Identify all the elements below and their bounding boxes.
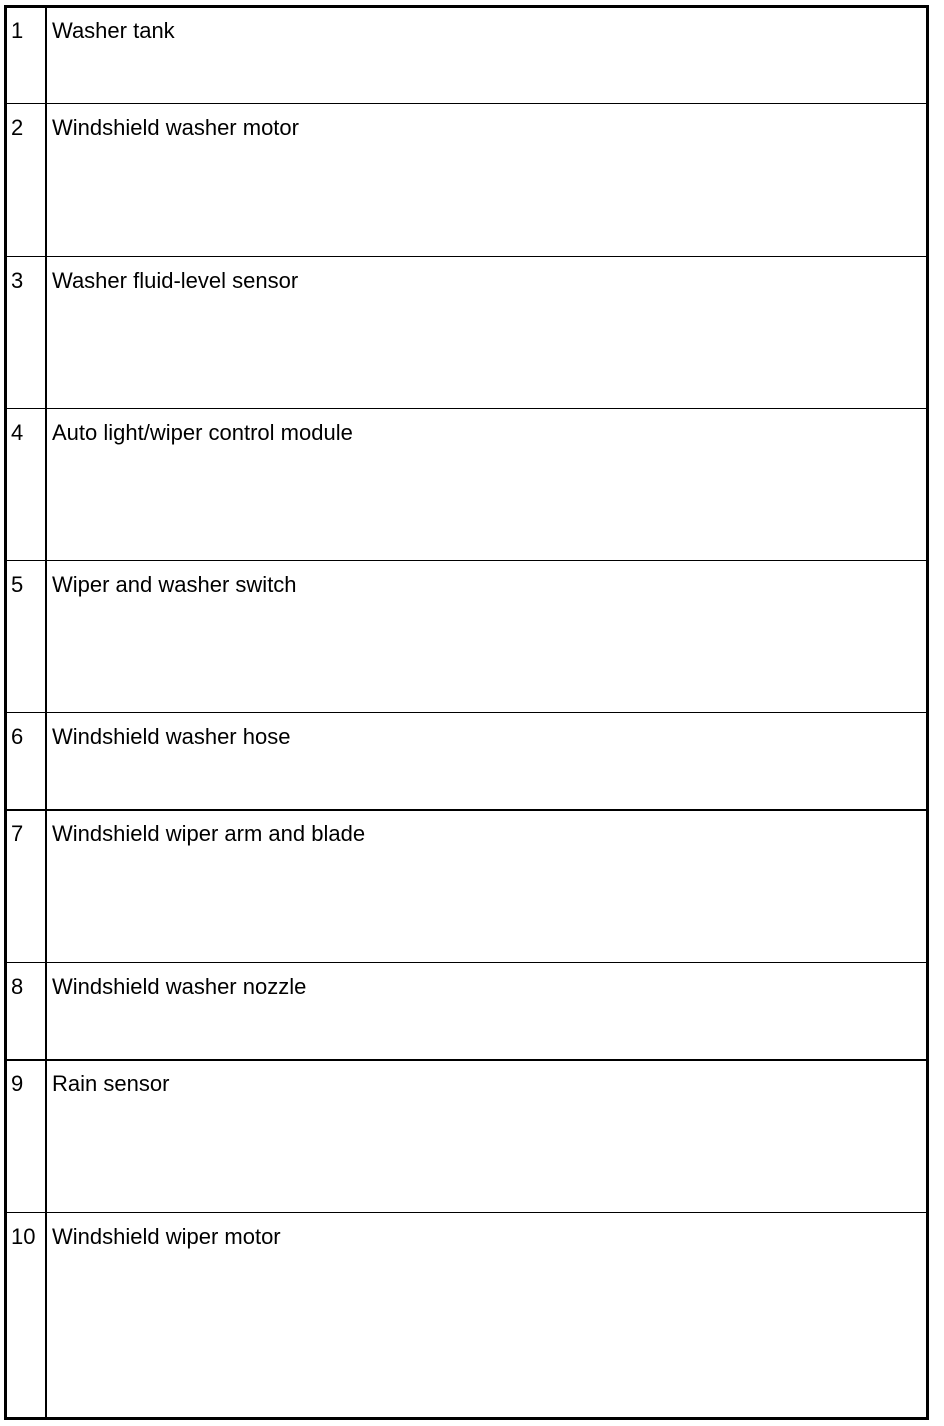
item-description: Windshield washer nozzle xyxy=(52,974,307,999)
table-row xyxy=(7,1214,926,1417)
row-divider xyxy=(7,962,926,963)
item-description: Auto light/wiper control module xyxy=(52,420,353,445)
item-number: 2 xyxy=(11,115,24,140)
item-number: 4 xyxy=(11,420,24,445)
table-row xyxy=(7,105,926,257)
row-divider xyxy=(7,560,926,561)
item-description: Washer fluid-level sensor xyxy=(52,268,299,293)
item-number: 5 xyxy=(11,572,24,597)
item-number: 3 xyxy=(11,268,24,293)
table-row xyxy=(7,410,926,562)
item-description: Windshield wiper motor xyxy=(52,1224,281,1249)
table-row xyxy=(7,811,926,964)
row-divider xyxy=(7,103,926,104)
table-row xyxy=(7,8,926,105)
item-number: 9 xyxy=(11,1071,24,1096)
component-legend-table xyxy=(4,5,929,1420)
item-description: Wiper and washer switch xyxy=(52,572,297,597)
row-divider xyxy=(7,1212,926,1213)
item-description: Washer tank xyxy=(52,18,175,43)
table-row xyxy=(7,258,926,410)
item-description: Windshield wiper arm and blade xyxy=(52,821,366,846)
row-divider xyxy=(7,712,926,713)
item-number: 7 xyxy=(11,821,24,846)
item-number: 6 xyxy=(11,724,24,749)
table-row xyxy=(7,1061,926,1214)
item-number: 10 xyxy=(11,1224,36,1249)
item-description: Windshield washer motor xyxy=(52,115,299,140)
table-row xyxy=(7,714,926,811)
item-number: 1 xyxy=(11,18,24,43)
row-divider xyxy=(7,256,926,257)
item-description: Windshield washer hose xyxy=(52,724,291,749)
row-divider xyxy=(7,408,926,409)
item-number: 8 xyxy=(11,974,24,999)
table-row xyxy=(7,562,926,714)
item-description: Rain sensor xyxy=(52,1071,170,1096)
table-row xyxy=(7,964,926,1061)
